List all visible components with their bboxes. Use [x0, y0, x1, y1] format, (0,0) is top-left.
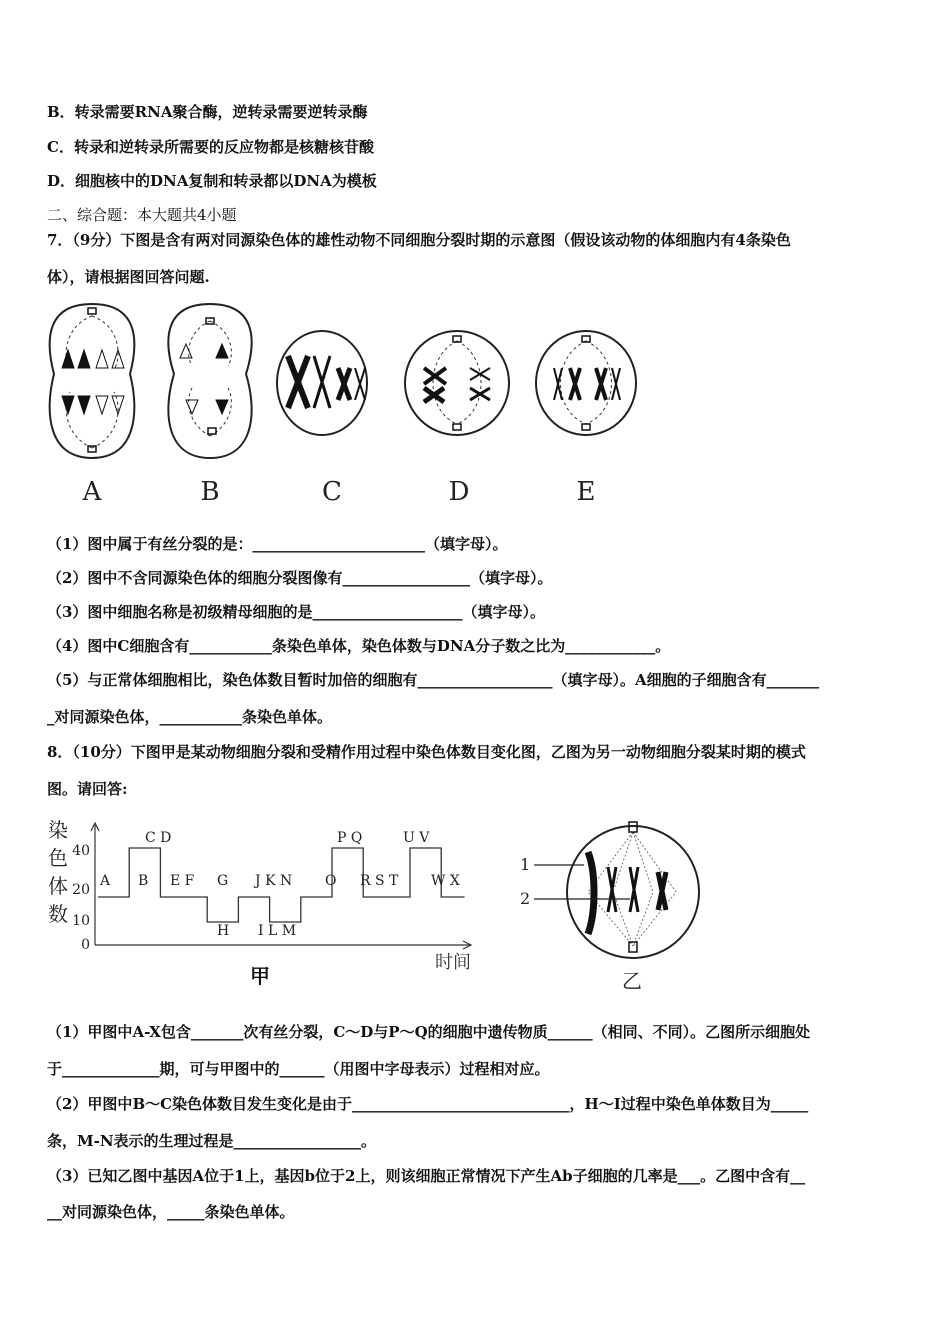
q7-sub5-line2: _对同源染色体，___________条染色单体。	[47, 708, 333, 726]
q8-sub2-line2: 条，M-N表示的生理过程是_________________。	[47, 1132, 377, 1150]
cell-e-membrane	[536, 331, 636, 435]
q8-sub1-line2: 于_____________期，可与甲图中的______（用图中字母表示）过程相对应。	[47, 1060, 550, 1078]
cell-label-c: C	[322, 477, 342, 507]
cell-label-b: B	[200, 477, 220, 507]
q8-stem-line1: 8．（10分）下图甲是某动物细胞分裂和受精作用过程中染色体数目变化图，乙图为另一动物细胞分裂某时期的模式	[47, 743, 806, 761]
option-b: B．转录需要RNA聚合酶，逆转录需要逆转录酶	[47, 103, 368, 121]
graph-label-rst: R S T	[360, 873, 399, 889]
q7-sub3: （3）图中细胞名称是初级精母细胞的是____________________（填字母）。	[47, 603, 545, 621]
q8-stem-line2: 图。请回答:	[47, 780, 128, 798]
graph-label-h: H	[217, 923, 230, 939]
q7-sub5-line1: （5）与正常体细胞相比，染色体数目暂时加倍的细胞有__________________（填字母）。A细胞的子细胞含有_______	[47, 671, 820, 689]
graph-caption: 甲	[250, 964, 270, 988]
cell-label-d: D	[448, 477, 470, 507]
graph-ylabel-char-2: 色	[48, 846, 68, 870]
graph-ylabel-char-3: 体	[48, 874, 68, 898]
graph-xlabel: 时间	[435, 952, 471, 973]
graph-label-b: B	[138, 873, 149, 889]
graph-label-wx: W X	[431, 873, 460, 889]
cell-label-a: A	[82, 477, 102, 507]
q7-sub1: （1）图中属于有丝分裂的是：_______________________（填字母）。	[47, 535, 508, 553]
graph-ylabel-char-1: 染	[48, 818, 68, 842]
q7-cell-figure	[40, 296, 650, 511]
q7-stem-line2: 体），请根据图回答问题.	[47, 268, 210, 286]
section-heading: 二、综合题：本大题共4小题	[47, 206, 237, 224]
q7-stem-line1: 7．（9分）下图是含有两对同源染色体的雄性动物不同细胞分裂时期的示意图（假设该动物的体细胞内有4条染色	[47, 231, 791, 249]
graph-label-a: A	[100, 873, 111, 889]
option-d: D．细胞核中的DNA复制和转录都以DNA为模板	[47, 172, 377, 190]
cell-a-membrane	[50, 304, 135, 458]
q8-sub2-line1: （2）甲图中B～C染色体数目发生变化是由于_____________________________，H～I过程中染色单体数目为_____	[47, 1095, 809, 1113]
graph-label-o: O	[325, 873, 337, 889]
graph-label-ef: E F	[170, 873, 195, 889]
graph-ylabel-char-4: 数	[48, 902, 68, 926]
q8-sub3-line2: __对同源染色体，_____条染色单体。	[47, 1203, 295, 1221]
cell-yi-caption: 乙	[622, 969, 642, 993]
graph-ytick-10: 10	[72, 913, 90, 929]
chromosome-count-graph	[40, 815, 490, 995]
graph-label-pq: P Q	[337, 830, 363, 846]
graph-label-g: G	[217, 873, 229, 889]
q7-sub2: （2）图中不含同源染色体的细胞分裂图像有_________________（填字母）。	[47, 569, 553, 587]
centriole-bottom	[629, 942, 637, 952]
cell-yi-label-2: 2	[520, 889, 531, 908]
graph-label-cd: C D	[145, 830, 172, 846]
cell-yi-figure	[518, 812, 698, 992]
cell-b-membrane	[168, 304, 251, 458]
graph-label-jkn: J K N	[255, 873, 293, 889]
graph-label-uv: U V	[403, 830, 430, 846]
graph-ytick-0: 0	[81, 937, 90, 953]
q8-sub3-line1: （3）已知乙图中基因A位于1上，基因b位于2上，则该细胞正常情况下产生Ab子细胞的几率是___。乙图中含有__	[47, 1167, 806, 1185]
option-c: C．转录和逆转录所需要的反应物都是核糖核苷酸	[47, 138, 374, 156]
cell-yi-label-1: 1	[520, 855, 531, 874]
cell-label-e: E	[576, 477, 596, 507]
q8-sub1-line1: （1）甲图中A-X包含_______次有丝分裂，C～D与P～Q的细胞中遗传物质______（相同、不同）。乙图所示细胞处	[47, 1023, 811, 1041]
q7-sub4: （4）图中C细胞含有___________条染色单体，染色体数与DNA分子数之比为____________。	[47, 637, 671, 655]
graph-ytick-40: 40	[72, 843, 90, 859]
graph-ytick-20: 20	[72, 882, 90, 898]
cell-d-membrane	[405, 331, 509, 435]
graph-label-ilm: I L M	[258, 923, 297, 939]
